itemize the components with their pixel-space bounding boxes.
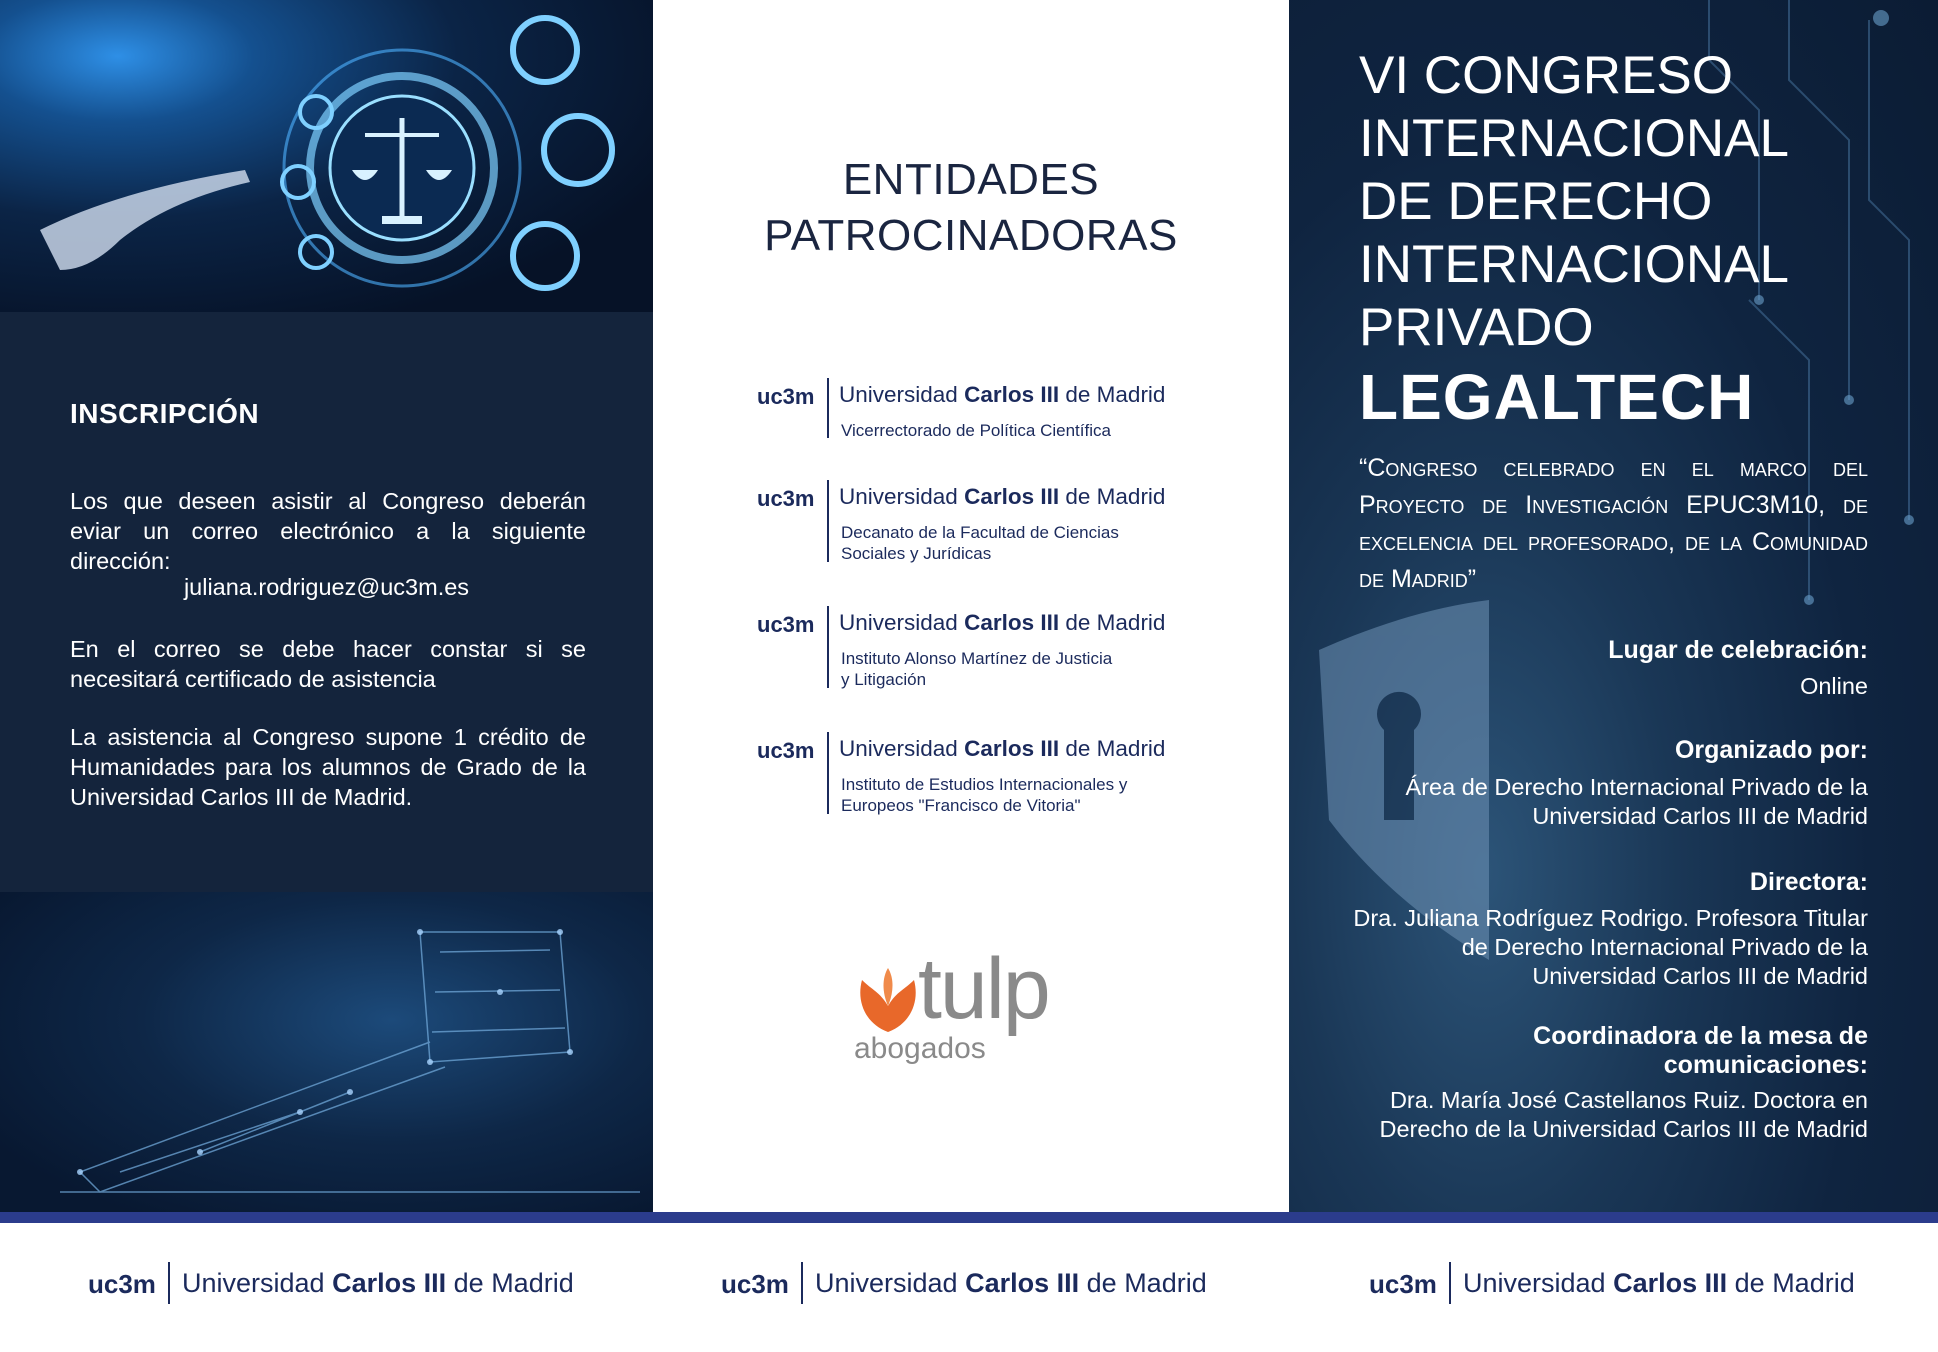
logo-divider [827,378,829,438]
registration-title: INSCRIPCIÓN [70,398,260,429]
sponsors-title-line-2: PATROCINADORAS [764,211,1178,260]
organizer-value: Área de Derecho Internacional Privado de la Universidad Carlos III de Madrid [1405,774,1868,829]
logo-divider [168,1262,170,1304]
university-name: Universidad Carlos III de Madrid [839,610,1166,635]
registration-text-1: Los que deseen asistir al Congreso deberán eviar un correo electrónico a la siguiente dirección: [70,488,586,574]
gavel-illustration [0,892,653,1212]
sponsors-title-line-1: ENTIDADES [842,155,1100,204]
logo-divider [827,606,829,688]
venue-label: Lugar de celebración: [1608,636,1868,664]
university-name: Universidad Carlos III de Madrid [839,382,1166,407]
university-name: Universidad Carlos III de Madrid [182,1268,574,1298]
left-panel [0,0,653,1212]
sponsor-subtitle: Decanato de la Facultad de Ciencias Sociales y Jurídicas [841,523,1119,563]
title-line: DE DERECHO [1359,172,1713,231]
logo-divider [827,732,829,814]
logo-divider [1449,1262,1451,1304]
logo-divider [827,480,829,562]
uc3m-logo-mark: uc3m [757,384,815,409]
tulp-subword: abogados [854,1032,986,1065]
title-line: PRIVADO [1359,298,1594,357]
university-name: Universidad Carlos III de Madrid [839,736,1166,761]
project-quote: “Congreso celebrado en el marco del Proyecto de Investigación EPUC3M10, de excelencia del profesorado, de la Comunidad de Madrid” [1359,454,1868,593]
university-name: Universidad Carlos III de Madrid [815,1268,1207,1298]
legal-tech-illustration [0,0,653,312]
university-name: Universidad Carlos III de Madrid [839,484,1166,509]
registration-text-2: En el correo se debe hacer constar si se necesitará certificado de asistencia [70,636,586,692]
uc3m-logo-mark: uc3m [721,1269,789,1299]
director-value: Dra. Juliana Rodríguez Rodrigo. Profesora Titular de Derecho Internacional Privado de la Universidad Carlos III de Madrid [1353,905,1868,989]
contact-email[interactable]: juliana.rodriguez@uc3m.es [183,574,470,600]
justice-scale-icon [0,0,653,312]
registration-text-3: La asistencia al Congreso supone 1 crédito de Humanidades para los alumnos de Grado de la Universidad Carlos III de Madrid. [70,724,586,810]
event-info-panel [1289,0,1938,1212]
director-label: Directora: [1749,868,1868,896]
sponsor-subtitle: Instituto Alonso Martínez de Justicia y Litigación [841,649,1113,689]
coordinator-label: Coordinadora de la mesa de comunicaciones: [1533,1022,1868,1079]
uc3m-logo-mark: uc3m [757,612,815,637]
logo-divider [801,1262,803,1304]
title-line: VI CONGRESO [1359,46,1734,105]
uc3m-logo-mark: uc3m [757,738,815,763]
organizer-label: Organizado por: [1674,736,1868,764]
title-line: INTERNACIONAL [1359,109,1789,168]
tulp-abogados-logo [848,941,1088,1068]
footer-accent-line [0,1212,1938,1223]
sponsor-subtitle: Vicerrectorado de Política Científica [841,421,1111,440]
sponsor-subtitle: Instituto de Estudios Internacionales y Europeos "Francisco de Vitoria" [841,775,1128,815]
uc3m-logo-mark: uc3m [757,486,815,511]
congress-title [1359,44,1789,359]
sponsors-title [653,152,1289,264]
gavel-icon [0,892,653,1212]
congress-subtitle: LEGALTECH [1359,361,1755,433]
coordinator-value: Dra. María José Castellanos Ruiz. Doctora en Derecho de la Universidad Carlos III de Madrid [1379,1087,1868,1142]
university-name: Universidad Carlos III de Madrid [1463,1268,1855,1298]
title-line: INTERNACIONAL [1359,235,1789,294]
uc3m-logo-mark: uc3m [88,1269,156,1299]
tulp-wordmark: tulp [918,941,1049,1037]
venue-value: Online [1800,673,1868,699]
sponsors-panel [653,0,1289,1212]
tulip-icon [848,962,928,1042]
uc3m-logo-mark: uc3m [1369,1269,1437,1299]
